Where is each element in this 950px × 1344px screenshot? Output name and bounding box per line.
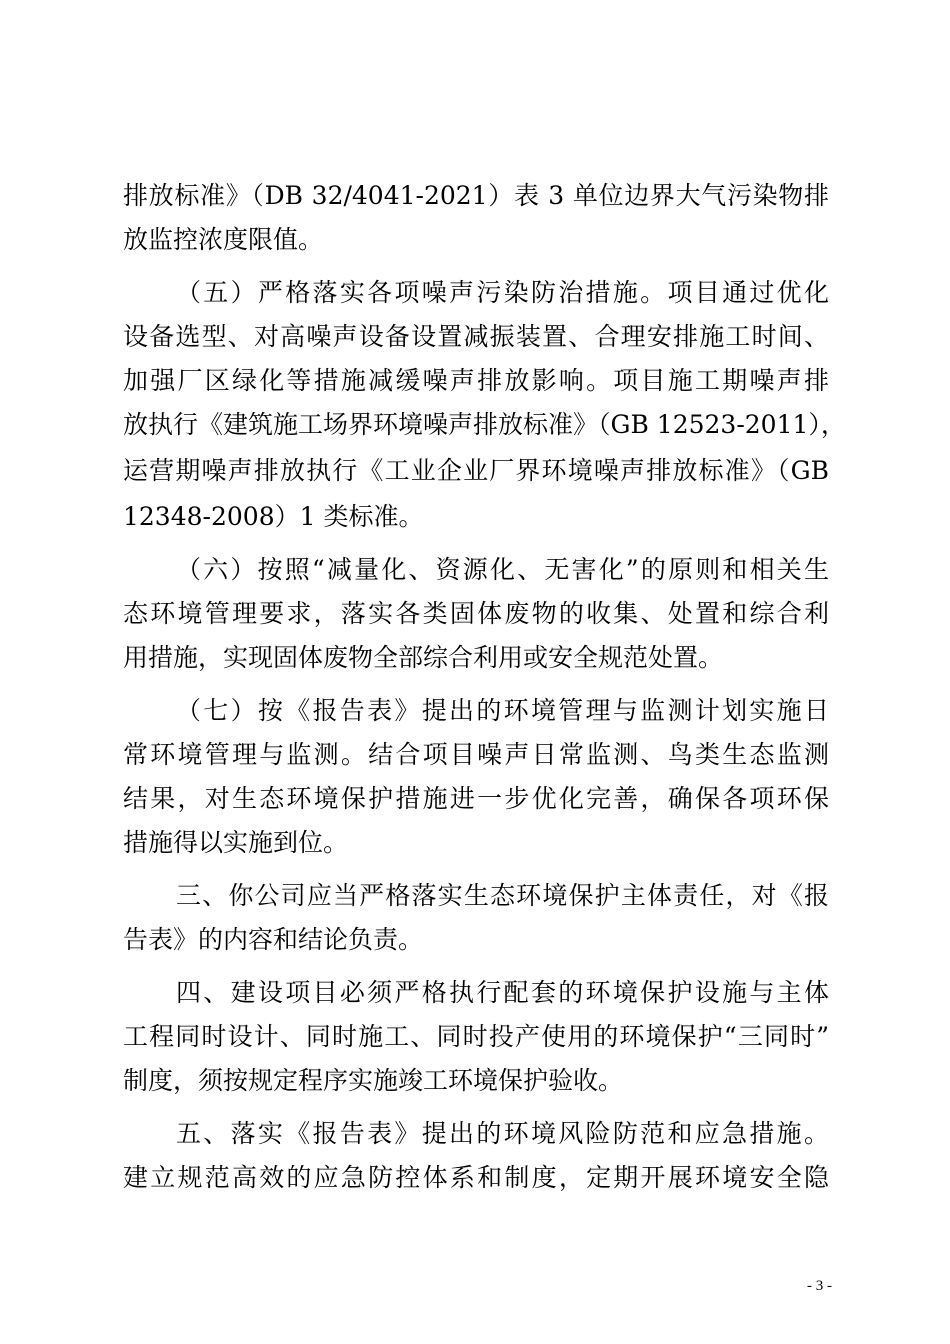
text-line: 加强厂区绿化等措施减缓噪声排放影响。项目施工期噪声排 bbox=[123, 366, 829, 395]
text-line: 三、你公司应当严格落实生态环境保护主体责任，对《报 bbox=[176, 881, 829, 910]
text-line: 措施得以实施到位。 bbox=[123, 828, 349, 857]
text-line: 四、建设项目必须严格执行配套的环境保护设施与主体 bbox=[176, 978, 829, 1007]
text-line: 设备选型、对高噪声设备设置减振装置、合理安排施工时间、 bbox=[123, 322, 829, 351]
text-line: 排放标准》（DB 32/4041-2021）表 3 单位边界大气污染物排 bbox=[123, 181, 829, 210]
page-number: - 3 - bbox=[807, 1278, 832, 1294]
text-line: 运营期噪声排放执行《工业企业厂界环境噪声排放标准》（GB bbox=[123, 456, 829, 485]
text-line: 工程同时设计、同时施工、同时投产使用的环境保护“三同时” bbox=[123, 1022, 829, 1051]
text-line: 建立规范高效的应急防控体系和制度，定期开展环境安全隐 bbox=[123, 1163, 829, 1192]
text-line: 告表》的内容和结论负责。 bbox=[123, 925, 424, 954]
text-line: 五、落实《报告表》提出的环境风险防范和应急措施。 bbox=[176, 1119, 829, 1148]
text-line: 12348-2008）1 类标准。 bbox=[123, 502, 424, 531]
text-line: 用措施，实现固体废物全部综合利用或安全规范处置。 bbox=[123, 643, 724, 672]
text-line: 放监控浓度限值。 bbox=[123, 225, 324, 254]
text-line: 态环境管理要求，落实各类固体废物的收集、处置和综合利 bbox=[123, 599, 829, 628]
text-line: （五）严格落实各项噪声污染防治措施。项目通过优化 bbox=[176, 278, 829, 307]
text-line: 常环境管理与监测。结合项目噪声日常监测、鸟类生态监测 bbox=[123, 740, 829, 769]
text-line: 放执行《建筑施工场界环境噪声排放标准》（GB 12523-2011）， bbox=[123, 410, 846, 439]
text-line: （六）按照“减量化、资源化、无害化”的原则和相关生 bbox=[176, 555, 829, 584]
text-line: 结果，对生态环境保护措施进一步优化完善，确保各项环保 bbox=[123, 784, 829, 813]
text-line: （七）按《报告表》提出的环境管理与监测计划实施日 bbox=[176, 696, 829, 725]
text-line: 制度，须按规定程序实施竣工环境保护验收。 bbox=[123, 1066, 624, 1095]
